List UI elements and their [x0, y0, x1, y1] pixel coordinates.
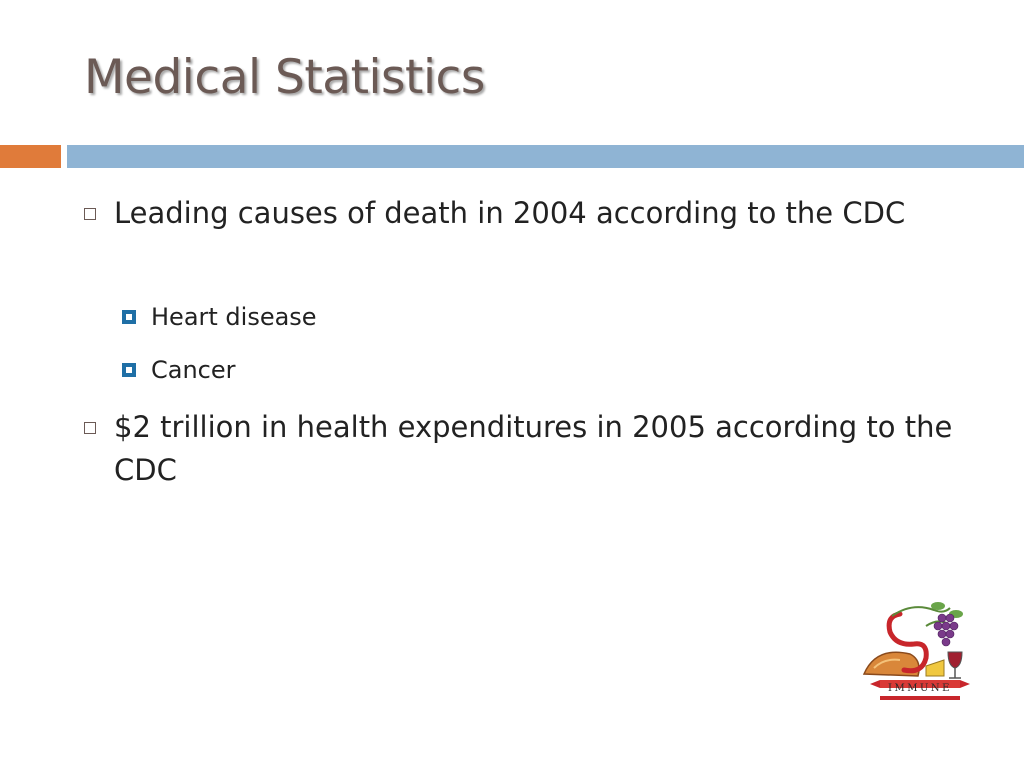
sub-bullet-item: Cancer: [151, 356, 236, 384]
sub-bullet-square-icon: [122, 310, 136, 324]
bullet-item: $2 trillion in health expenditures in 2005 according to the CDC: [114, 410, 953, 487]
bullet-square-icon: [84, 422, 96, 434]
bullet-item: Leading causes of death in 2004 according to the CDC: [114, 196, 906, 230]
sub-bullet-item: Heart disease: [151, 303, 317, 331]
bullet-square-icon: [84, 208, 96, 220]
sub-bullet-square-icon: [122, 363, 136, 377]
slide-title: Medical Statistics: [84, 50, 485, 105]
logo-text: IMMUNE: [888, 683, 952, 694]
